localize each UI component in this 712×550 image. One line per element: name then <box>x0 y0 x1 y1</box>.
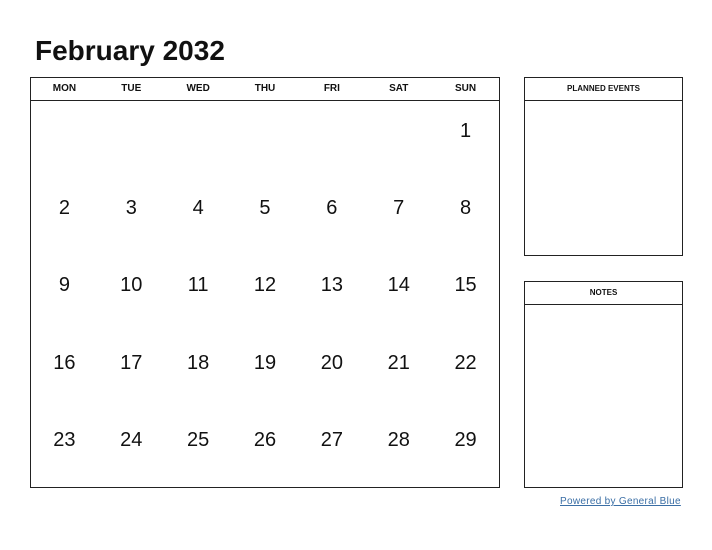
day-cell: 2 <box>58 197 70 220</box>
day-cell: 6 <box>326 197 338 220</box>
day-cell: 29 <box>454 428 477 451</box>
weekday-label: FRI <box>323 83 340 94</box>
day-cell: 27 <box>320 428 343 451</box>
day-cell: 28 <box>387 428 410 451</box>
day-cell: 10 <box>120 274 143 297</box>
day-cell: 5 <box>259 197 271 220</box>
day-cell: 11 <box>187 274 209 297</box>
day-cell: 14 <box>387 274 410 297</box>
day-cell: 15 <box>454 274 477 297</box>
day-cell <box>298 101 365 178</box>
day-cell: 8 <box>460 197 472 220</box>
day-cell <box>98 101 165 178</box>
day-cell: 22 <box>454 351 477 374</box>
planned-events-panel <box>524 77 683 256</box>
day-cell: 19 <box>253 351 277 374</box>
day-cell: 26 <box>253 428 277 451</box>
notes-heading: NOTES <box>525 282 682 305</box>
weekday-label: THU <box>254 83 276 94</box>
powered-by-link[interactable]: Powered by General Blue <box>560 496 681 507</box>
day-cell <box>365 101 432 178</box>
day-cell <box>165 101 232 178</box>
day-cell: 16 <box>53 351 76 374</box>
weekday-label: MON <box>52 83 77 94</box>
weekday-label: SAT <box>389 83 409 94</box>
day-cell: 3 <box>125 197 137 220</box>
notes-panel <box>524 281 683 488</box>
day-cell <box>232 101 299 178</box>
weekday-label: SUN <box>455 83 477 94</box>
day-cell: 1 <box>460 120 472 142</box>
day-cell: 20 <box>320 351 343 374</box>
weekday-label: TUE <box>121 83 142 94</box>
day-cell: 21 <box>387 351 410 374</box>
day-cell: 24 <box>120 428 143 451</box>
day-cell: 23 <box>53 428 76 451</box>
planned-events-heading: PLANNED EVENTS <box>525 78 682 101</box>
page-title: February 2032 <box>35 35 225 66</box>
weekday-header <box>31 78 499 101</box>
day-cell: 7 <box>393 197 405 220</box>
day-cell <box>31 101 98 178</box>
day-cell: 12 <box>253 274 277 297</box>
day-cell: 4 <box>192 197 204 220</box>
day-cell: 13 <box>320 274 343 297</box>
calendar-grid <box>30 77 500 488</box>
calendar-days <box>31 101 499 487</box>
day-cell: 25 <box>187 428 210 451</box>
day-cell: 18 <box>187 351 210 374</box>
weekday-label: WED <box>186 83 210 94</box>
day-cell: 17 <box>120 351 143 374</box>
day-cell: 9 <box>58 274 70 297</box>
